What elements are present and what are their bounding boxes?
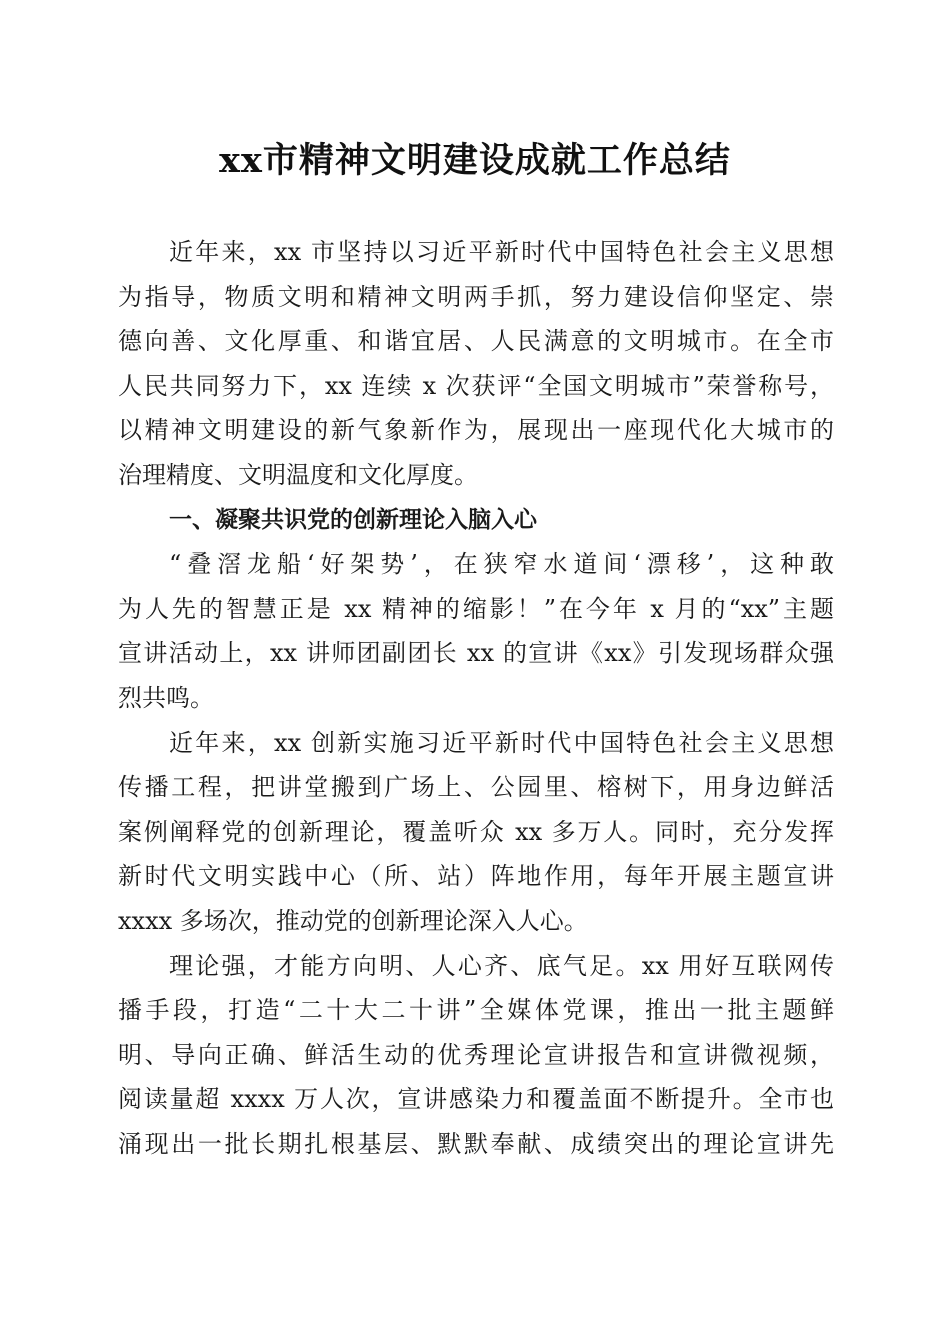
body-line: 近年来，xx 市坚持以习近平新时代中国特色社会主义思想 [169, 238, 834, 266]
body-line: 明、导向正确、鲜活生动的优秀理论宣讲报告和宣讲微视频， [118, 1040, 834, 1069]
body-line: “叠滘龙船‘好架势’，在狭窄水道间‘漂移’，这种敢 [169, 550, 834, 579]
body-line: 德向善、文化厚重、和谐宜居、人民满意的文明城市。在全市 [118, 327, 834, 356]
body-line: 为人先的智慧正是 xx 精神的缩影！”在今年 x 月的“xx”主题 [118, 594, 834, 623]
body-line: xxxx 多场次，推动党的创新理论深入人心。 [118, 906, 588, 935]
body-line: 治理精度、文明温度和文化厚度。 [118, 460, 478, 489]
body-line: 为指导，物质文明和精神文明两手抓，努力建设信仰坚定、崇 [118, 282, 834, 311]
section-heading: 一、凝聚共识党的创新理论入脑入心 [169, 506, 537, 533]
body-line: 宣讲活动上，xx 讲师团副团长 xx 的宣讲《xx》引发现场群众强 [118, 639, 834, 668]
body-line: 阅读量超 xxxx 万人次，宣讲感染力和覆盖面不断提升。全市也 [118, 1085, 834, 1114]
body-line: 近年来，xx 创新实施习近平新时代中国特色社会主义思想 [169, 728, 834, 757]
body-line: 涌现出一批长期扎根基层、默默奉献、成绩突出的理论宣讲先 [118, 1129, 834, 1158]
body-line: 理论强，才能方向明、人心齐、底气足。xx 用好互联网传 [169, 951, 834, 980]
body-line: 传播工程，把讲堂搬到广场上、公园里、榕树下，用身边鲜活 [118, 773, 834, 802]
body-line: 播手段，打造“二十大二十讲”全媒体党课，推出一批主题鲜 [118, 996, 834, 1025]
document-title: xx市精神文明建设成就工作总结 [219, 140, 731, 181]
body-line: 以精神文明建设的新气象新作为，展现出一座现代化大城市的 [118, 416, 834, 445]
body-line: 案例阐释党的创新理论，覆盖听众 xx 多万人。同时，充分发挥 [118, 817, 834, 846]
body-line: 新时代文明实践中心（所、站）阵地作用，每年开展主题宣讲 [118, 862, 834, 891]
document-body [118, 230, 834, 1166]
body-line: 人民共同努力下，xx 连续 x 次获评“全国文明城市”荣誉称号， [118, 371, 834, 400]
body-line: 烈共鸣。 [118, 683, 214, 712]
